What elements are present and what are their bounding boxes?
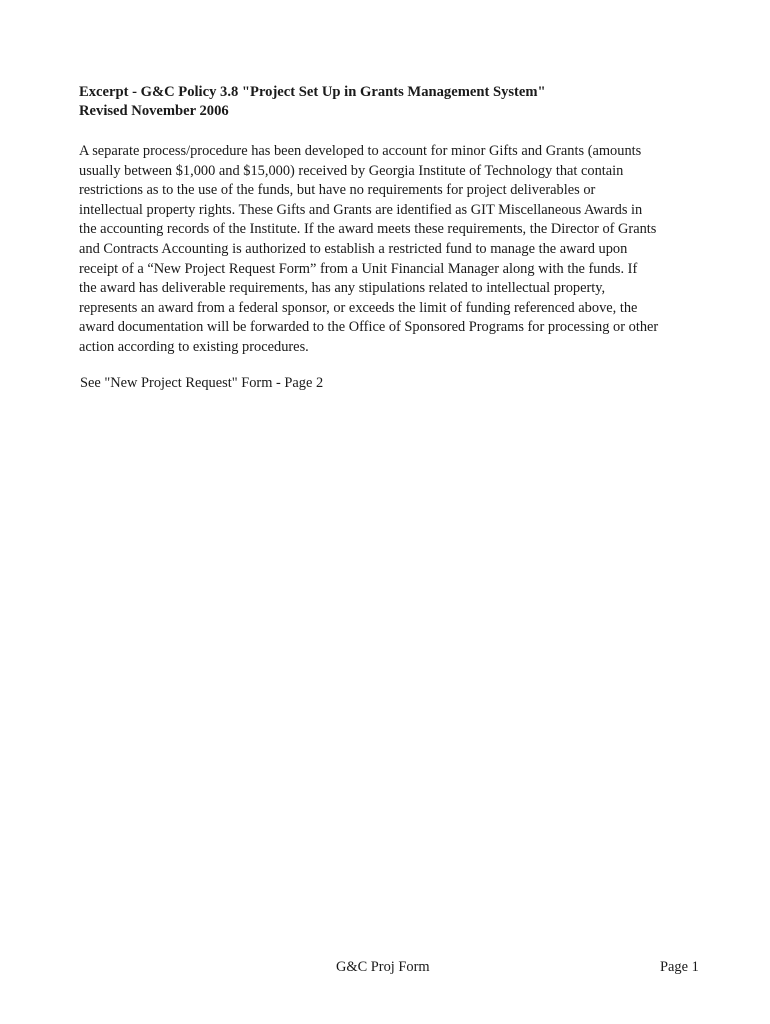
paragraph-line: action according to existing procedures. xyxy=(79,338,309,355)
paragraph-line: the accounting records of the Institute. If the award meets these requirements, the Director of Grants xyxy=(79,221,657,238)
see-form-note: See "New Project Request" Form - Page 2 xyxy=(80,375,324,391)
paragraph-line: intellectual property rights. These Gifts and Grants are identified as GIT Miscellaneous Awards in xyxy=(79,201,643,218)
paragraph-line: receipt of a “New Project Request Form” from a Unit Financial Manager along with the funds. If xyxy=(79,260,638,277)
footer-form-name: G&C Proj Form xyxy=(336,959,430,975)
policy-paragraph xyxy=(79,142,699,358)
paragraph-line: and Contracts Accounting is authorized to establish a restricted fund to manage the award upon xyxy=(79,240,628,257)
paragraph-line: award documentation will be forwarded to the Office of Sponsored Programs for processing or other xyxy=(79,319,659,336)
heading-revision-date: Revised November 2006 xyxy=(79,103,229,119)
footer-page-number: Page 1 xyxy=(660,959,699,975)
paragraph-line: restrictions as to the use of the funds, but have no requirements for project deliverables or xyxy=(79,182,596,199)
paragraph-line: the award has deliverable requirements, has any stipulations related to intellectual property, xyxy=(79,280,606,297)
paragraph-line: usually between $1,000 and $15,000) received by Georgia Institute of Technology that contain xyxy=(79,162,624,179)
paragraph-line: represents an award from a federal sponsor, or exceeds the limit of funding referenced above, the xyxy=(79,299,638,316)
document-heading xyxy=(79,83,699,121)
paragraph-line: A separate process/procedure has been developed to account for minor Gifts and Grants (amounts xyxy=(79,143,642,159)
heading-title: Excerpt - G&C Policy 3.8 "Project Set Up in Grants Management System" xyxy=(79,84,546,100)
